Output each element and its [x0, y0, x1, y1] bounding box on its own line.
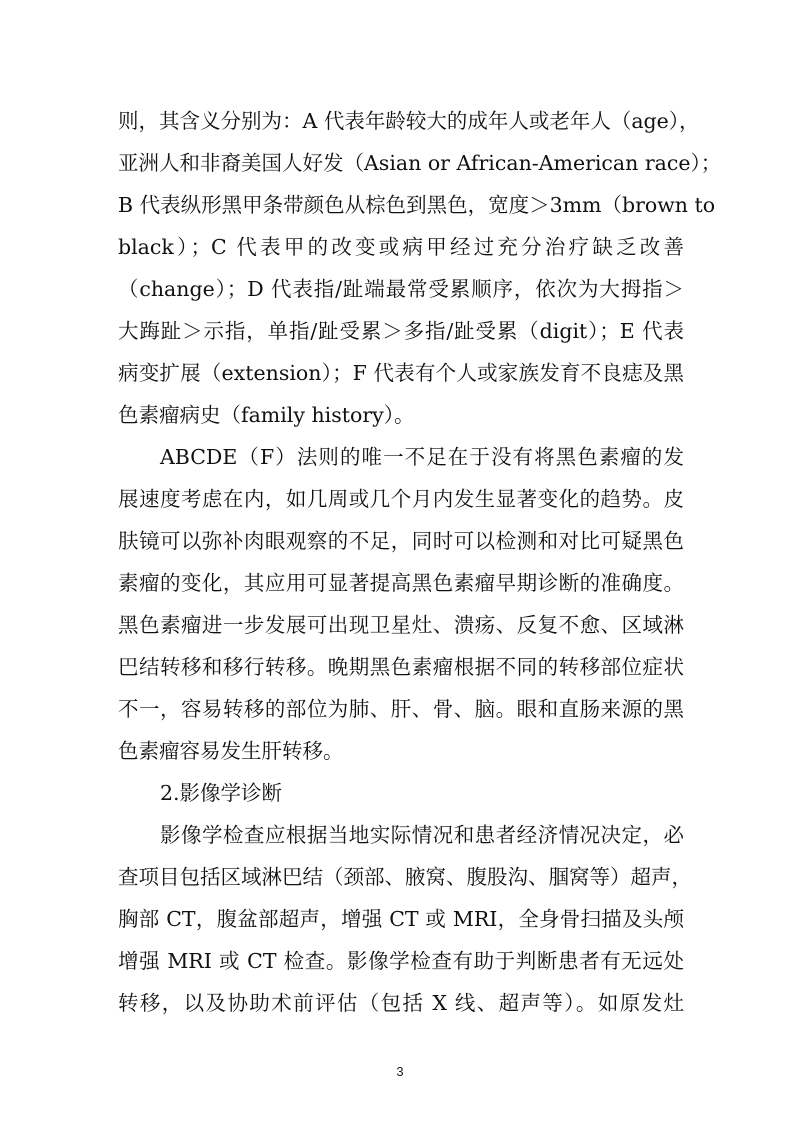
- paragraph-line: 查项目包括区域淋巴结（颈部、腋窝、腹股沟、腘窝等）超声，: [118, 865, 692, 889]
- paragraph-line: 巴结转移和移行转移。晚期黑色素瘤根据不同的转移部位症状: [118, 655, 684, 679]
- page-number: 3: [396, 1064, 404, 1079]
- paragraph-line: 黑色素瘤进一步发展可出现卫星灶、溃疡、反复不愈、区域淋: [118, 613, 684, 637]
- paragraph-line: 展速度考虑在内，如几周或几个月内发生显著变化的趋势。皮: [118, 487, 684, 511]
- paragraph-line: 亚洲人和非裔美国人好发（Asian or African-American race）；: [118, 151, 722, 175]
- paragraph-line: 胸部 CT，腹盆部超声，增强 CT 或 MRI，全身骨扫描及头颅: [118, 907, 684, 931]
- paragraph-line: black）；C 代表甲的改变或病甲经过充分治疗缺乏改善: [118, 235, 684, 259]
- paragraph-line: 病变扩展（extension）；F 代表有个人或家族发育不良痣及黑: [118, 361, 684, 385]
- paragraph-line: 肤镜可以弥补肉眼观察的不足，同时可以检测和对比可疑黑色: [118, 529, 684, 553]
- paragraph-line: 不一，容易转移的部位为肺、肝、骨、脑。眼和直肠来源的黑: [118, 697, 684, 721]
- paragraph-line: 色素瘤病史（family history）。: [118, 403, 415, 427]
- paragraph-line: 则，其含义分别为：A 代表年龄较大的成年人或老年人（age），: [118, 109, 700, 133]
- section-heading: 2.影像学诊断: [160, 781, 283, 805]
- paragraph-line: 色素瘤容易发生肝转移。: [118, 739, 344, 763]
- paragraph-line: ABCDE（F）法则的唯一不足在于没有将黑色素瘤的发: [160, 445, 684, 469]
- paragraph-line: B 代表纵形黑甲条带颜色从棕色到黑色，宽度＞3mm（brown to: [118, 193, 716, 217]
- paragraph-line: 转移，以及协助术前评估（包括 X 线、超声等）。如原发灶: [118, 991, 684, 1015]
- paragraph-line: 素瘤的变化，其应用可显著提高黑色素瘤早期诊断的准确度。: [118, 571, 684, 595]
- paragraph-line: 影像学检查应根据当地实际情况和患者经济情况决定，必: [160, 823, 684, 847]
- paragraph-line: 大踇趾＞示指，单指/趾受累＞多指/趾受累（digit）；E 代表: [118, 319, 684, 343]
- paragraph-line: 增强 MRI 或 CT 检查。影像学检查有助于判断患者有无远处: [118, 949, 684, 973]
- paragraph-line: （change）；D 代表指/趾端最常受累顺序，依次为大拇指＞: [118, 277, 684, 301]
